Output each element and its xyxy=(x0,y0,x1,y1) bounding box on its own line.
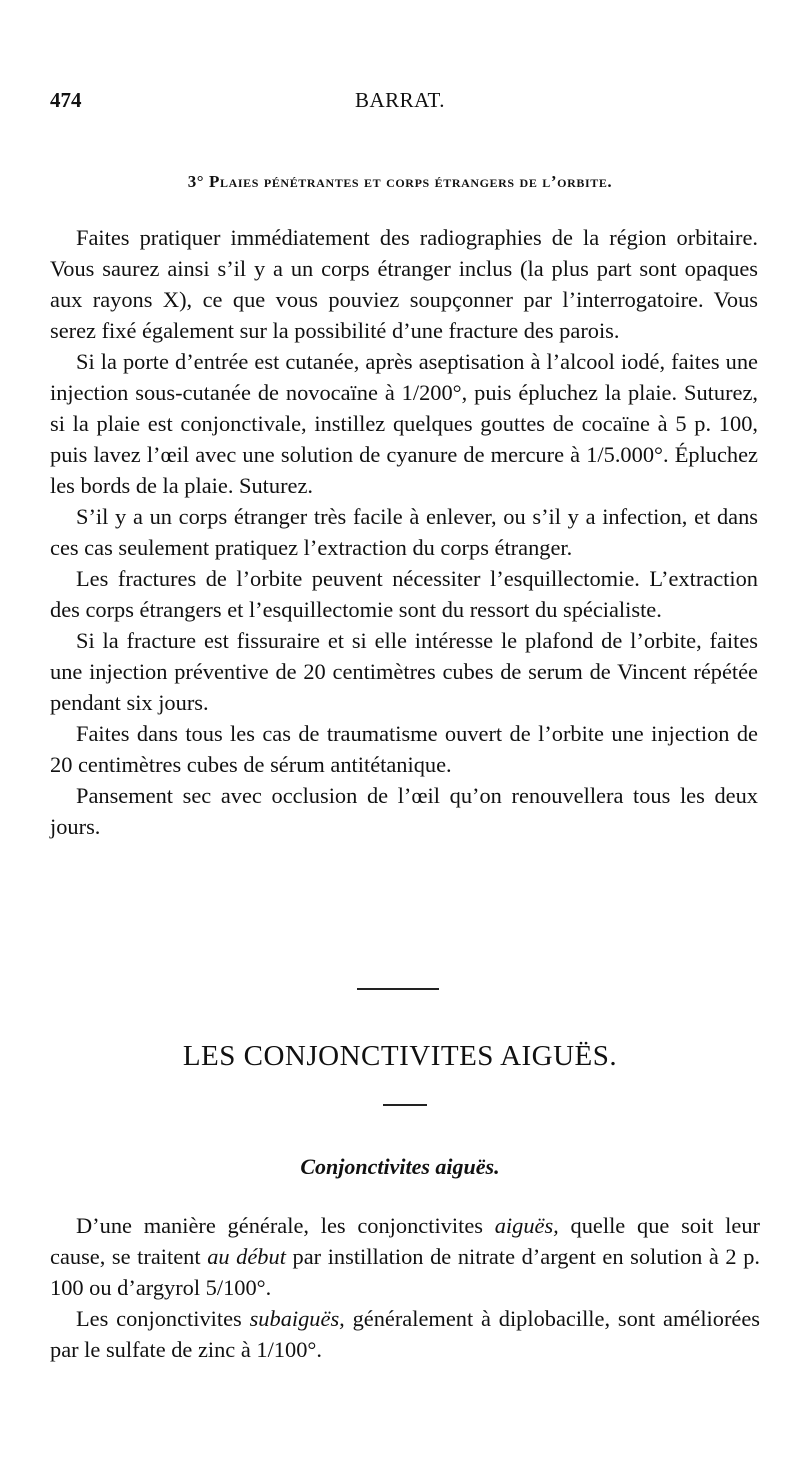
section-heading: 3° Plaies pénétrantes et corps étrangers de l’orbite. xyxy=(187,172,613,191)
italic-text-run: subaiguës, xyxy=(249,1306,345,1331)
paragraph xyxy=(50,1303,760,1365)
running-title: BARRAT. xyxy=(354,88,446,112)
paragraph: Pansement sec avec occlusion de l’œil qu’on renouvellera tous les deux jours. xyxy=(50,783,758,839)
divider-rule xyxy=(357,988,439,990)
paragraph xyxy=(50,1210,760,1303)
italic-text-run: au début xyxy=(207,1244,286,1269)
paragraph: Si la fracture est fissuraire et si elle intéresse le plafond de l’orbite, faites une injection préventive de 20 centimètres cubes de serum de Vincent répétée pendant six jours. xyxy=(50,628,758,715)
text-run: Les conjonctivites xyxy=(76,1306,250,1331)
paragraph: Si la porte d’entrée est cutanée, après aseptisation à l’alcool iodé, faites une injection sous-cutanée de novocaïne à 1/200°, puis épluchez la plaie. Suturez, si la plaie est conjonctivale, instillez quelques gouttes de cocaïne à 5 p. 100, puis lavez l’œil avec une solution de cyanure de mercure à 1/5.000°. Épluchez les bords de la plaie. Suturez. xyxy=(50,349,758,498)
section-body xyxy=(50,222,758,842)
text-run: par instillation de nitrate d’argent en solution à 2 p. 100 ou d’argyrol 5/100°. xyxy=(50,1244,760,1300)
paragraph: Faites pratiquer immédiatement des radiographies de la région orbitaire. Vous saurez ainsi s’il y a un corps étranger inclus (la plus part sont opaques aux rayons X), ce que vous pouviez soupçonner par l’interrogatoire. Vous serez fixé également sur la possibilité d’une fracture des parois. xyxy=(50,225,758,343)
paragraph: S’il y a un corps étranger très facile à enlever, ou s’il y a infection, et dans ces cas seulement pratiquez l’extraction du corps étranger. xyxy=(50,504,758,560)
text-run: généralement à diplobacille, sont améliorées par le sulfate de zinc à 1/100°. xyxy=(50,1306,760,1362)
chapter-body xyxy=(50,1210,760,1365)
text-run: D’une manière générale, les conjonctivites xyxy=(76,1213,495,1238)
italic-text-run: aiguës, xyxy=(494,1213,559,1238)
chapter-title: LES CONJONCTIVITES AIGUËS. xyxy=(182,1040,618,1072)
paragraph: Les fractures de l’orbite peuvent nécessiter l’esquillectomie. L’extraction des corps étrangers et l’esquillectomie sont du ressort du spécialiste. xyxy=(50,566,758,622)
subsection-heading: Conjonctivites aiguës. xyxy=(300,1154,500,1179)
paragraph: Faites dans tous les cas de traumatisme ouvert de l’orbite une injection de 20 centimètres cubes de sérum antitétanique. xyxy=(50,721,758,777)
page-number: 474 xyxy=(50,88,82,112)
running-head xyxy=(50,88,750,118)
text-run: quelle que soit leur cause, se traitent xyxy=(50,1213,760,1269)
divider-rule-short xyxy=(383,1104,427,1106)
